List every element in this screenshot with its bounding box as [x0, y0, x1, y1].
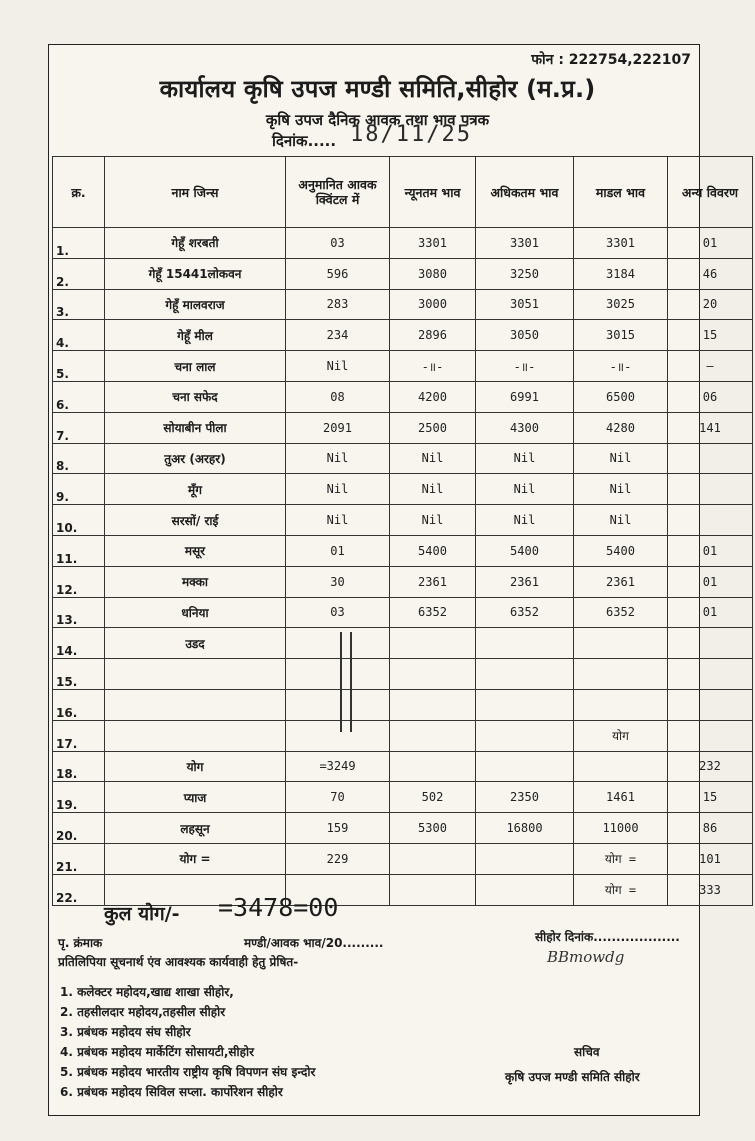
- row-min-price: [390, 751, 476, 782]
- handwritten-line: [350, 632, 352, 732]
- row-arrival: 283: [286, 289, 390, 320]
- row-other: —: [668, 351, 753, 382]
- table-row: [53, 659, 753, 690]
- row-other: 20: [668, 289, 753, 320]
- row-arrival: 03: [286, 228, 390, 259]
- row-model-price: 6352: [574, 597, 668, 628]
- recipient-item: 2. तहसीलदार महोदय,तहसील सीहोर: [60, 1005, 226, 1019]
- row-other: 333: [668, 874, 753, 905]
- row-min-price: 3000: [390, 289, 476, 320]
- table-row: [53, 566, 753, 597]
- committee-label: कृषि उपज मण्डी समिति सीहोर: [505, 1070, 640, 1084]
- row-other: [668, 443, 753, 474]
- table-row: [53, 381, 753, 412]
- recipient-item: 5. प्रबंधक महोदय भारतीय राष्ट्रीय कृषि विपणन संघ इन्दोर: [60, 1065, 316, 1079]
- row-model-price: [574, 751, 668, 782]
- row-max-price: 3051: [476, 289, 574, 320]
- row-commodity: [105, 689, 286, 720]
- row-min-price: 2500: [390, 412, 476, 443]
- row-commodity: गेहूँ मील: [105, 320, 286, 351]
- row-model-price: -॥-: [574, 351, 668, 382]
- col-arrival: अनुमानित आवक क्विंटल में: [286, 157, 390, 228]
- row-model-price: योग =: [574, 843, 668, 874]
- row-max-price: 2361: [476, 566, 574, 597]
- row-arrival: Nil: [286, 351, 390, 382]
- row-arrival: 596: [286, 258, 390, 289]
- row-max-price: 6991: [476, 381, 574, 412]
- row-serial: 10.: [53, 505, 105, 536]
- col-model-price: माडल भाव: [574, 157, 668, 228]
- row-model-price: [574, 628, 668, 659]
- row-arrival: =3249: [286, 751, 390, 782]
- row-arrival: 159: [286, 813, 390, 844]
- row-serial: 7.: [53, 412, 105, 443]
- row-serial: 12.: [53, 566, 105, 597]
- recipient-item: 3. प्रबंधक महोदय संघ सीहोर: [60, 1025, 191, 1039]
- row-min-price: [390, 628, 476, 659]
- row-commodity: [105, 659, 286, 690]
- row-other: [668, 505, 753, 536]
- table-row: [53, 720, 753, 751]
- col-other: अन्य विवरण: [668, 157, 753, 228]
- recipient-item: 6. प्रबंधक महोदय सिविल सप्ला. कार्पोरेशन सीहोर: [60, 1085, 283, 1099]
- row-other: 01: [668, 566, 753, 597]
- row-serial: 14.: [53, 628, 105, 659]
- row-min-price: [390, 659, 476, 690]
- row-model-price: [574, 659, 668, 690]
- row-other: [668, 720, 753, 751]
- office-title: कार्यालय कृषि उपज मण्डी समिति,सीहोर (म.प्र.): [159, 75, 596, 103]
- row-commodity: धनिया: [105, 597, 286, 628]
- row-arrival: Nil: [286, 505, 390, 536]
- row-serial: 16.: [53, 689, 105, 720]
- row-commodity: मूँग: [105, 474, 286, 505]
- row-max-price: [476, 720, 574, 751]
- row-model-price: Nil: [574, 505, 668, 536]
- row-commodity: योग: [105, 751, 286, 782]
- row-arrival: 08: [286, 381, 390, 412]
- row-arrival: 2091: [286, 412, 390, 443]
- row-max-price: [476, 659, 574, 690]
- row-commodity: तुअर (अरहर): [105, 443, 286, 474]
- row-model-price: 3184: [574, 258, 668, 289]
- row-model-price: 3015: [574, 320, 668, 351]
- copy-note: प्रतिलिपिया सूचनार्थ एंव आवश्यक कार्यवाही हेतु प्रेषित-: [58, 955, 299, 969]
- col-serial: क्र.: [53, 157, 105, 228]
- row-arrival: [286, 659, 390, 690]
- row-min-price: Nil: [390, 443, 476, 474]
- row-min-price: 3301: [390, 228, 476, 259]
- row-min-price: 5400: [390, 535, 476, 566]
- table-row: [53, 228, 753, 259]
- date-value: 18/11/25: [350, 122, 472, 147]
- row-serial: 8.: [53, 443, 105, 474]
- table-row: [53, 289, 753, 320]
- row-min-price: Nil: [390, 505, 476, 536]
- row-arrival: [286, 689, 390, 720]
- row-arrival: Nil: [286, 474, 390, 505]
- row-serial: 2.: [53, 258, 105, 289]
- row-max-price: 3250: [476, 258, 574, 289]
- row-min-price: [390, 874, 476, 905]
- row-other: 15: [668, 782, 753, 813]
- row-max-price: Nil: [476, 443, 574, 474]
- row-arrival: [286, 628, 390, 659]
- row-model-price: Nil: [574, 443, 668, 474]
- row-min-price: [390, 720, 476, 751]
- col-min-price: न्यूनतम भाव: [390, 157, 476, 228]
- table-row: [53, 412, 753, 443]
- table-row: [53, 843, 753, 874]
- row-arrival: 229: [286, 843, 390, 874]
- row-other: [668, 474, 753, 505]
- sheet-subtitle: कृषि उपज दैनिक आवक तथा भाव पत्रक: [265, 111, 490, 129]
- handwritten-line: [340, 632, 342, 732]
- recipient-item: 1. कलेक्टर महोदय,खाद्य शाखा सीहोर,: [60, 985, 234, 999]
- row-max-price: -॥-: [476, 351, 574, 382]
- row-other: 141: [668, 412, 753, 443]
- row-max-price: [476, 874, 574, 905]
- row-serial: 17.: [53, 720, 105, 751]
- row-max-price: [476, 628, 574, 659]
- table-row: [53, 813, 753, 844]
- table-row: [53, 782, 753, 813]
- row-serial: 13.: [53, 597, 105, 628]
- table-row: [53, 320, 753, 351]
- row-model-price: योग =: [574, 874, 668, 905]
- col-max-price: अधिकतम भाव: [476, 157, 574, 228]
- row-other: 01: [668, 597, 753, 628]
- row-other: [668, 689, 753, 720]
- row-arrival: 03: [286, 597, 390, 628]
- row-serial: 1.: [53, 228, 105, 259]
- row-model-price: 5400: [574, 535, 668, 566]
- row-max-price: 3050: [476, 320, 574, 351]
- table-header-row: [53, 157, 753, 228]
- row-serial: 18.: [53, 751, 105, 782]
- row-min-price: 2896: [390, 320, 476, 351]
- row-serial: 20.: [53, 813, 105, 844]
- table-row: [53, 443, 753, 474]
- row-max-price: 16800: [476, 813, 574, 844]
- row-min-price: [390, 843, 476, 874]
- col-commodity: नाम जिन्स: [105, 157, 286, 228]
- row-commodity: गेहूँ 15441लोकवन: [105, 258, 286, 289]
- row-model-price: 6500: [574, 381, 668, 412]
- row-max-price: [476, 689, 574, 720]
- row-model-price: 3025: [574, 289, 668, 320]
- row-arrival: Nil: [286, 443, 390, 474]
- row-arrival: [286, 720, 390, 751]
- row-min-price: 2361: [390, 566, 476, 597]
- row-min-price: 3080: [390, 258, 476, 289]
- row-commodity: [105, 720, 286, 751]
- row-max-price: 2350: [476, 782, 574, 813]
- place-date: सीहोर दिनांक...................: [535, 930, 680, 944]
- row-arrival: 70: [286, 782, 390, 813]
- row-commodity: उडद: [105, 628, 286, 659]
- row-min-price: 502: [390, 782, 476, 813]
- table-row: [53, 597, 753, 628]
- row-model-price: Nil: [574, 474, 668, 505]
- row-commodity: मक्का: [105, 566, 286, 597]
- grand-total-label: कुल योग/-: [104, 903, 180, 925]
- row-commodity: चना लाल: [105, 351, 286, 382]
- row-serial: 6.: [53, 381, 105, 412]
- row-model-price: योग: [574, 720, 668, 751]
- secretary-label: सचिव: [574, 1045, 600, 1059]
- row-other: [668, 628, 753, 659]
- row-max-price: Nil: [476, 474, 574, 505]
- row-commodity: चना सफेद: [105, 381, 286, 412]
- row-commodity: गेहूँ शरबती: [105, 228, 286, 259]
- row-model-price: 2361: [574, 566, 668, 597]
- row-serial: 15.: [53, 659, 105, 690]
- row-model-price: 3301: [574, 228, 668, 259]
- row-max-price: [476, 843, 574, 874]
- row-max-price: 5400: [476, 535, 574, 566]
- ref-number-label: पृ. क्रंमाक: [58, 936, 103, 950]
- row-serial: 9.: [53, 474, 105, 505]
- table-row: [53, 258, 753, 289]
- row-other: 01: [668, 228, 753, 259]
- row-commodity: सरसों/ राई: [105, 505, 286, 536]
- row-serial: 21.: [53, 843, 105, 874]
- table-row: [53, 474, 753, 505]
- row-max-price: Nil: [476, 505, 574, 536]
- price-table: [52, 156, 753, 906]
- row-other: 232: [668, 751, 753, 782]
- grand-total-value: =3478=00: [218, 893, 339, 922]
- row-serial: 11.: [53, 535, 105, 566]
- row-min-price: 5300: [390, 813, 476, 844]
- row-arrival: 01: [286, 535, 390, 566]
- signature: BBmowdg: [547, 948, 625, 966]
- row-arrival: 234: [286, 320, 390, 351]
- row-min-price: [390, 689, 476, 720]
- row-commodity: गेहूँ मालवराज: [105, 289, 286, 320]
- row-max-price: 3301: [476, 228, 574, 259]
- row-other: 15: [668, 320, 753, 351]
- row-max-price: [476, 751, 574, 782]
- row-max-price: 4300: [476, 412, 574, 443]
- row-model-price: [574, 689, 668, 720]
- row-min-price: Nil: [390, 474, 476, 505]
- table-row: [53, 628, 753, 659]
- row-commodity: योग =: [105, 843, 286, 874]
- row-serial: 22.: [53, 874, 105, 905]
- table-row: [53, 505, 753, 536]
- row-commodity: लहसून: [105, 813, 286, 844]
- row-serial: 19.: [53, 782, 105, 813]
- row-model-price: 4280: [574, 412, 668, 443]
- row-other: [668, 659, 753, 690]
- row-serial: 5.: [53, 351, 105, 382]
- date-label: दिनांक.....: [272, 132, 337, 150]
- phone-numbers: फोन : 222754,222107: [531, 52, 691, 68]
- row-min-price: 6352: [390, 597, 476, 628]
- row-min-price: 4200: [390, 381, 476, 412]
- row-serial: 3.: [53, 289, 105, 320]
- row-model-price: 1461: [574, 782, 668, 813]
- row-other: 101: [668, 843, 753, 874]
- row-commodity: मसूर: [105, 535, 286, 566]
- table-row: [53, 689, 753, 720]
- row-serial: 4.: [53, 320, 105, 351]
- ref-number-mid: मण्डी/आवक भाव/20.........: [244, 936, 384, 950]
- row-commodity: प्याज: [105, 782, 286, 813]
- table-row: [53, 751, 753, 782]
- row-commodity: सोयाबीन पीला: [105, 412, 286, 443]
- recipient-item: 4. प्रबंधक महोदय मार्केटिंग सोसायटी,सीहोर: [60, 1045, 255, 1059]
- row-other: 46: [668, 258, 753, 289]
- row-other: 86: [668, 813, 753, 844]
- row-other: 01: [668, 535, 753, 566]
- row-max-price: 6352: [476, 597, 574, 628]
- row-model-price: 11000: [574, 813, 668, 844]
- row-arrival: 30: [286, 566, 390, 597]
- row-other: 06: [668, 381, 753, 412]
- table-row: [53, 351, 753, 382]
- row-min-price: -॥-: [390, 351, 476, 382]
- table-row: [53, 535, 753, 566]
